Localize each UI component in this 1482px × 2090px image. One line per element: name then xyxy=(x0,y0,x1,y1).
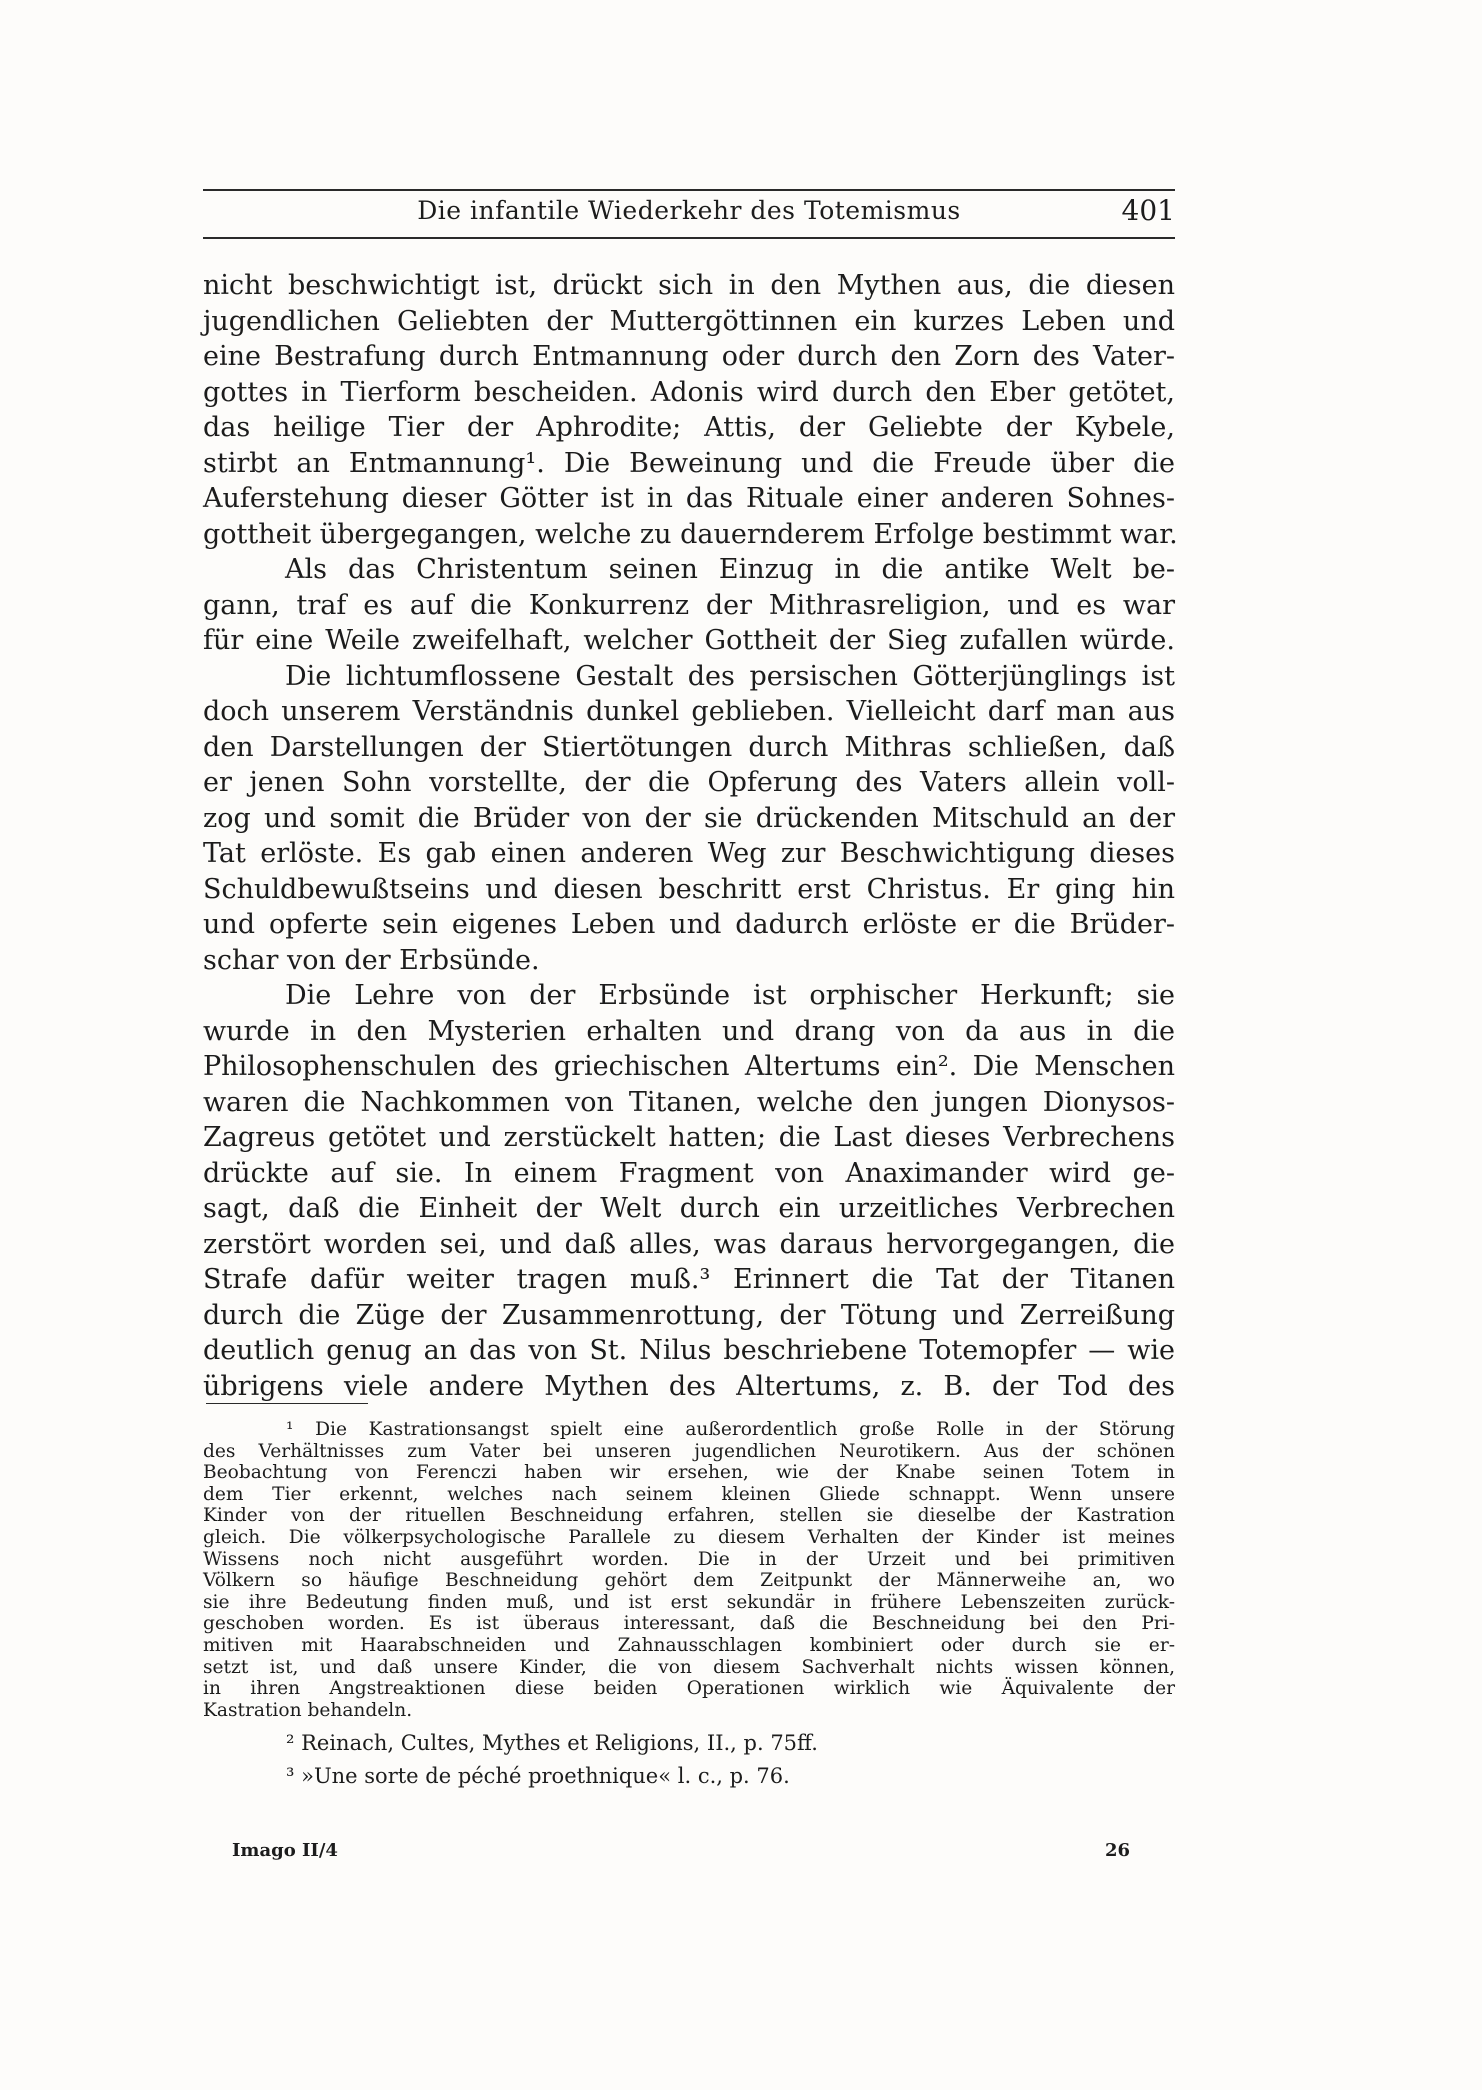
text-line: durch die Züge der Zusammenrottung, der Tötung und Zerreißung xyxy=(203,1299,1175,1331)
text-line: sagt, daß die Einheit der Welt durch ein urzeitliches Verbrechen xyxy=(203,1193,1175,1224)
text-line: jugendlichen Geliebten der Muttergöttinnen ein kurzes Leben und xyxy=(203,305,1175,337)
footnote-separator xyxy=(206,1403,368,1404)
text-line: Schuldbewußtseins und diesen beschritt erst Christus. Er ging hin xyxy=(203,873,1175,905)
footnote-line: dem Tier erkennt, welches nach seinem kleinen Gliede schnappt. Wenn unsere xyxy=(203,1483,1175,1505)
text-line: den Darstellungen der Stiertötungen durch Mithras schließen, daß xyxy=(203,731,1175,763)
text-line: Die lichtumflossene Gestalt des persischen Götterjünglings ist xyxy=(285,660,1175,692)
text-line: nicht beschwichtigt ist, drückt sich in den Mythen aus, die diesen xyxy=(203,270,1175,301)
footnotes xyxy=(203,1419,1175,1793)
text-line: schar von der Erbsünde. xyxy=(203,944,540,976)
body-text xyxy=(203,268,1178,1404)
text-line: zerstört worden sei, und daß alles, was daraus hervorgegangen, die xyxy=(203,1228,1175,1260)
text-line: stirbt an Entmannung¹. Die Beweinung und die Freude über die xyxy=(203,447,1175,479)
text-line: Die Lehre von der Erbsünde ist orphischer Herkunft; sie xyxy=(285,980,1175,1011)
text-line: das heilige Tier der Aphrodite; Attis, der Geliebte der Kybele, xyxy=(203,412,1175,443)
running-header-title: Die infantile Wiederkehr des Totemismus xyxy=(417,196,961,225)
footnote-line: Kinder von der rituellen Beschneidung erfahren, stellen sie dieselbe der Kastration xyxy=(203,1505,1175,1527)
text-line: Als das Christentum seinen Einzug in die antike Welt be- xyxy=(285,554,1175,585)
text-line: waren die Nachkommen von Titanen, welche den jungen Dionysos- xyxy=(203,1086,1175,1118)
text-line: deutlich genug an das von St. Nilus beschriebene Totemopfer — wie xyxy=(203,1335,1175,1366)
text-line: Philosophenschulen des griechischen Altertums ein². Die Menschen xyxy=(203,1051,1175,1082)
footnote-line: sie ihre Bedeutung finden muß, und ist erst sekundär in frühere Lebenszeiten zurück- xyxy=(203,1591,1175,1613)
footnote-line: gleich. Die völkerpsychologische Parallele zu diesem Verhalten der Kinder ist meines xyxy=(203,1526,1175,1548)
footnote-line: in ihren Angstreaktionen diese beiden Operationen wirklich wie Äquivalente der xyxy=(203,1678,1175,1700)
text-line: Tat erlöste. Es gab einen anderen Weg zur Beschwichtigung dieses xyxy=(203,838,1175,869)
footnote-line: des Verhältnisses zum Vater bei unseren jugendlichen Neurotikern. Aus der schönen xyxy=(203,1440,1175,1462)
signature-mark: Imago II/4 xyxy=(232,1840,338,1861)
footnote-line: setzt ist, und daß unsere Kinder, die von diesem Sachverhalt nichts wissen können, xyxy=(203,1656,1175,1678)
text-line: Zagreus getötet und zerstückelt hatten; die Last dieses Verbrechens xyxy=(203,1122,1175,1153)
text-line: eine Bestrafung durch Entmannung oder durch den Zorn des Vater- xyxy=(203,341,1175,372)
header-top-rule xyxy=(203,189,1175,191)
footnote-line: Völkern so häufige Beschneidung gehört dem Zeitpunkt der Männerweihe an, wo xyxy=(203,1570,1175,1592)
text-line: für eine Weile zweifelhaft, welcher Gottheit der Sieg zufallen würde. xyxy=(203,625,1175,656)
footnote-line: ¹ Die Kastrationsangst spielt eine außerordentlich große Rolle in der Störung xyxy=(286,1419,1175,1440)
text-line: wurde in den Mysterien erhalten und drang von da aus in die xyxy=(203,1015,1175,1047)
footnote-3: ³ »Une sorte de péché proethnique« l. c., p. 76. xyxy=(286,1764,790,1789)
text-line: er jenen Sohn vorstellte, der die Opferung des Vaters allein voll- xyxy=(203,767,1175,798)
text-line: drückte auf sie. In einem Fragment von Anaximander wird ge- xyxy=(203,1157,1175,1189)
footnote-line: Kastration behandeln. xyxy=(203,1699,413,1721)
text-line: zog und somit die Brüder von der sie drückenden Mitschuld an der xyxy=(203,802,1175,834)
text-line: gottheit übergegangen, welche zu dauernderem Erfolge bestimmt war. xyxy=(203,518,1178,550)
footnote-line: mitiven mit Haarabschneiden und Zahnausschlagen kombiniert oder durch sie er- xyxy=(203,1634,1175,1656)
text-line: Strafe dafür weiter tragen muß.³ Erinnert die Tat der Titanen xyxy=(203,1264,1175,1295)
text-line: gann, traf es auf die Konkurrenz der Mithrasreligion, und es war xyxy=(203,589,1175,621)
text-line: Auferstehung dieser Götter ist in das Rituale einer anderen Sohnes- xyxy=(203,483,1175,514)
text-line: übrigens viele andere Mythen des Altertums, z. B. der Tod des xyxy=(203,1370,1175,1402)
text-line: gottes in Tierform bescheiden. Adonis wird durch den Eber getötet, xyxy=(203,376,1175,408)
footnote-2: ² Reinach, Cultes, Mythes et Religions, II., p. 75ff. xyxy=(286,1731,818,1756)
header-bottom-rule xyxy=(203,237,1175,239)
footnote-line: Beobachtung von Ferenczi haben wir ersehen, wie der Knabe seinen Totem in xyxy=(203,1462,1175,1484)
sheet-number: 26 xyxy=(1104,1840,1130,1861)
footnote-line: geschoben worden. Es ist überaus interessant, daß die Beschneidung bei den Pri- xyxy=(203,1613,1175,1635)
text-line: und opferte sein eigenes Leben und dadurch erlöste er die Brüder- xyxy=(203,909,1175,940)
footnote-line: Wissens noch nicht ausgeführt worden. Die in der Urzeit und bei primitiven xyxy=(203,1548,1175,1570)
page-number: 401 xyxy=(1121,194,1175,227)
text-line: doch unserem Verständnis dunkel geblieben. Vielleicht darf man aus xyxy=(203,696,1175,727)
